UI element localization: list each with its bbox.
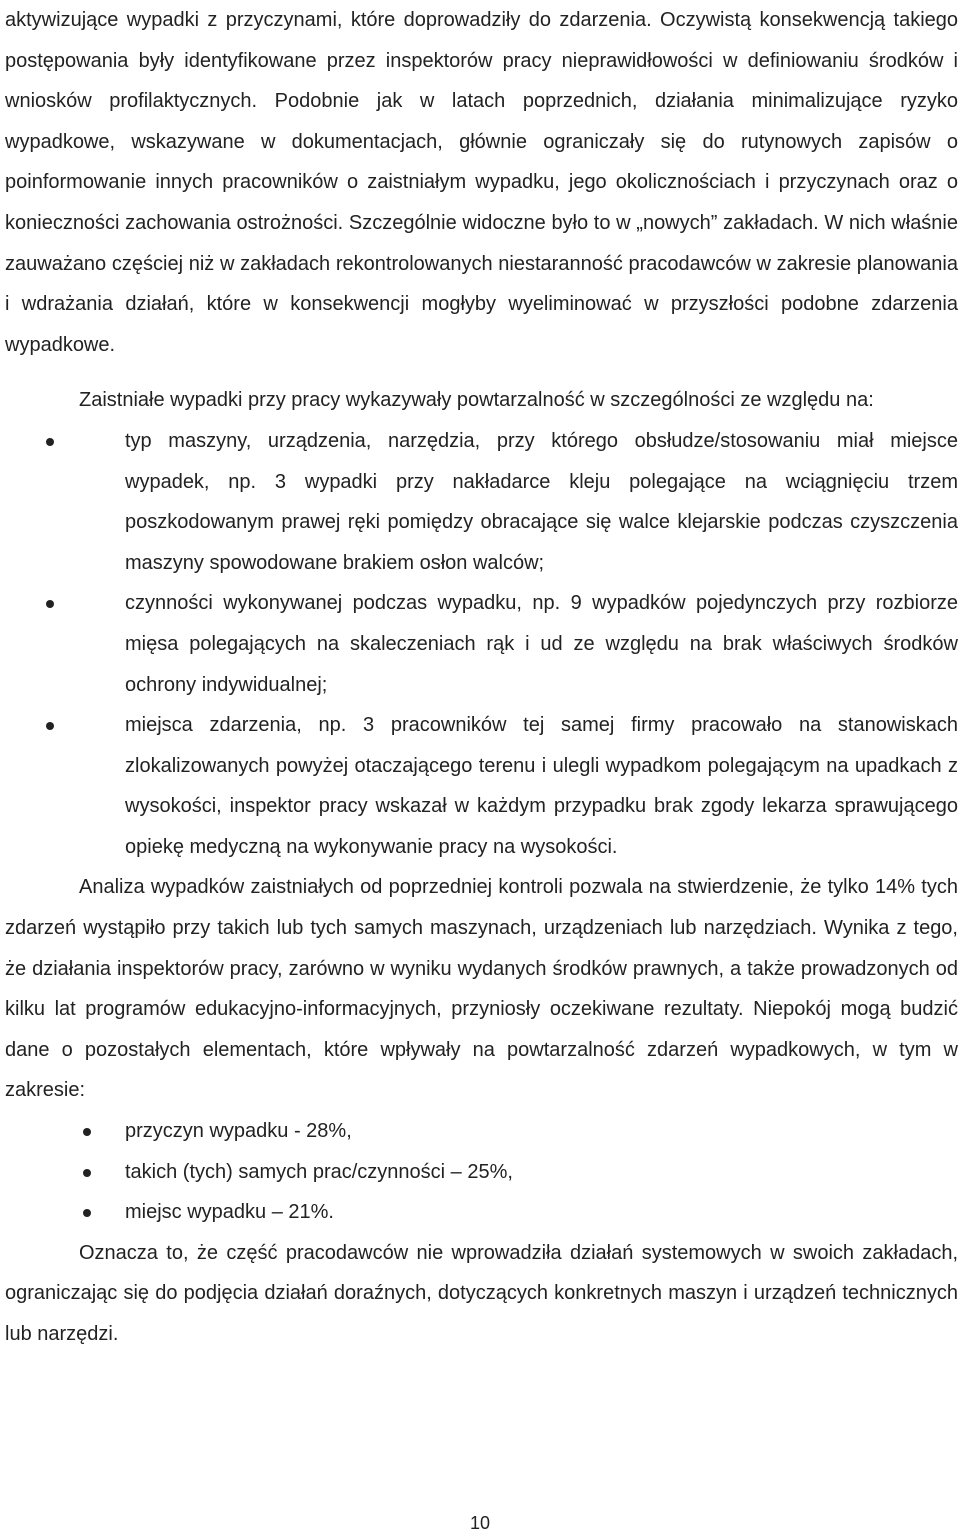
bullet-icon <box>46 438 54 446</box>
paragraph-4: Oznacza to, że część pracodawców nie wprowadziła działań systemowych w swoich zakładach, ograniczając się do podjęcia działań doraźnych, dotyczących konkretnych maszyn i urządzeń technicznych lub narzędzi. <box>5 1241 958 1345</box>
bullet-icon <box>83 1128 91 1136</box>
list-item-text: takich (tych) samych prac/czynności – 25%, <box>125 1160 513 1183</box>
page-number: 10 <box>469 1513 491 1533</box>
list-item <box>5 705 958 867</box>
recurrence-factors-list <box>5 421 958 868</box>
bullet-icon <box>46 600 54 608</box>
percentage-list <box>5 1111 958 1233</box>
document-page <box>5 0 958 1355</box>
list-item-text: miejsc wypadku – 21%. <box>125 1201 334 1224</box>
list-item <box>5 421 958 583</box>
list-item <box>5 1192 958 1233</box>
bullet-icon <box>83 1169 91 1177</box>
bullet-icon <box>83 1209 91 1217</box>
list-item <box>5 1111 958 1152</box>
list-item-text: typ maszyny, urządzenia, narzędzia, przy którego obsłudze/stosowaniu miał miejsce wypadek, np. 3 wypadki przy nakładarce kleju polegające na wciągnięciu trzem poszkodowanym prawej ręki pomiędzy obracające się walce klejarskie podczas czyszczenia maszyny spowodowane brakiem osłon walców; <box>125 429 958 574</box>
paragraph-1: aktywizujące wypadki z przyczynami, które doprowadziły do zdarzenia. Oczywistą konsekwencją takiego postępowania były identyfikowane przez inspektorów pracy nieprawidłowości w definiowaniu środków i wniosków profilaktycznych. Podobnie jak w latach poprzednich, działania minimalizujące ryzyko wypadkowe, wskazywane w dokumentacjach, głównie ograniczały się do rutynowych zapisów o poinformowanie innych pracowników o zaistniałym wypadku, jego okolicznościach i przyczynach oraz o konieczności zachowania ostrożności. Szczególnie widoczne było to w „nowych” zakładach. W nich właśnie zauważano częściej niż w zakładach rekontrolowanych niestaranność pracodawców w zakresie planowania i wdrażania działań, które w konsekwencji mogłyby wyeliminować w przyszłości podobne zdarzenia wypadkowe. <box>5 9 958 356</box>
list-item <box>5 1152 958 1193</box>
bullet-icon <box>46 722 54 730</box>
paragraph-3: Analiza wypadków zaistniałych od poprzedniej kontroli pozwala na stwierdzenie, że tylko 14% tych zdarzeń wystąpiło przy takich lub tych samych maszynach, urządzeniach lub narzędziach. Wynika z tego, że działania inspektorów pracy, zarówno w wyniku wydanych środków prawnych, a także prowadzonych od kilku lat programów edukacyjno-informacyjnych, przyniosły oczekiwane rezultaty. Niepokój mogą budzić dane o pozostałych elementach, które wpływały na powtarzalność zdarzeń wypadkowych, w tym w zakresie: <box>5 876 958 1102</box>
list-item <box>5 583 958 705</box>
paragraph-2: Zaistniałe wypadki przy pracy wykazywały powtarzalność w szczególności ze względu na: <box>79 389 874 412</box>
list-item-text: miejsca zdarzenia, np. 3 pracowników tej samej firmy pracowało na stanowiskach zlokalizowanych powyżej otaczającego terenu i ulegli wypadkom polegającym na upadkach z wysokości, inspektor pracy wskazał w każdym przypadku brak zgody lekarza sprawującego opiekę medyczną na wykonywanie pracy na wysokości. <box>125 714 958 858</box>
list-item-text: czynności wykonywanej podczas wypadku, np. 9 wypadków pojedynczych przy rozbiorze mięsa polegających na skaleczeniach rąk i ud ze względu na brak właściwych środków ochrony indywidualnej; <box>125 592 958 696</box>
list-item-text: przyczyn wypadku - 28%, <box>125 1120 352 1143</box>
